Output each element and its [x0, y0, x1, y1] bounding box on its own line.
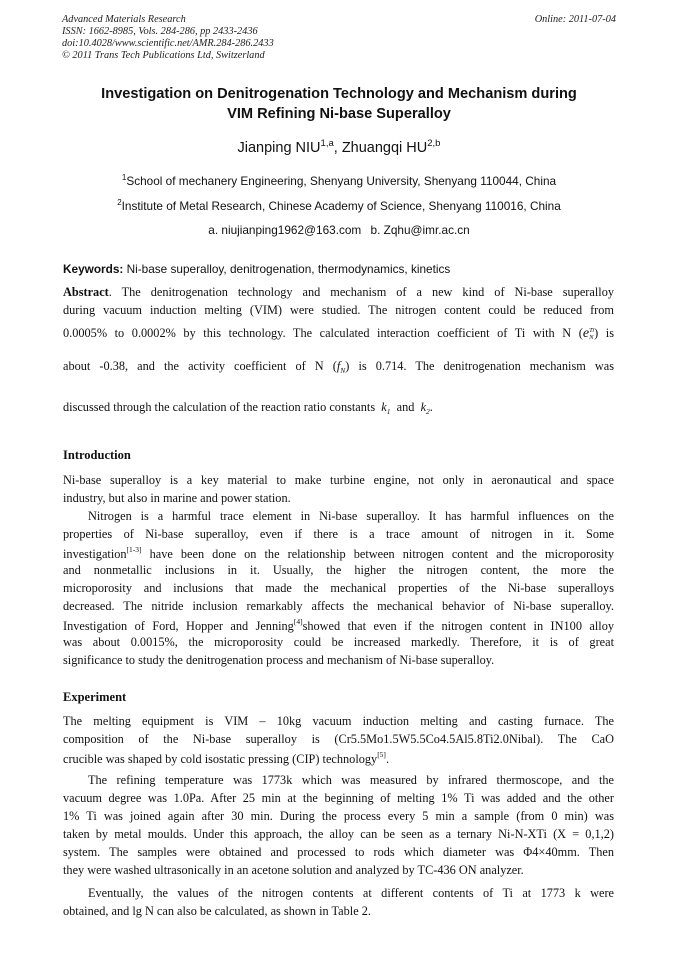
section-heading-experiment: Experiment	[63, 690, 127, 704]
text-line: vacuum degree was 1.0Pa. After 25 min at the beginning of melting 1% Ti was added and the other	[63, 791, 614, 805]
affiliation	[0, 198, 678, 213]
text-run: showed that even if the nitrogen content in IN100 alloy	[302, 619, 615, 633]
symbol-e-sup: Ti	[589, 327, 595, 334]
text-run: have been done on the relationship between nitrogen content and the microporosity	[141, 547, 614, 561]
title-line-2: VIM Refining Ni-base Superalloy	[227, 106, 451, 122]
abstract-text: about -0.38, and the activity coefficient of N (	[63, 359, 337, 373]
abstract-text: . The denitrogenation technology and mechanism of a new kind of Ni-base superalloy	[108, 285, 614, 299]
keywords-label: Keywords:	[63, 262, 124, 276]
abstract-line	[63, 359, 614, 375]
text-line: The refining temperature was 1773k which was measured by infrared thermoscope, and the	[88, 773, 614, 787]
keywords	[63, 262, 450, 276]
text-line: Ni-base superalloy is a key material to make turbine engine, not only in aeronautical and space	[63, 473, 614, 487]
author-superscript: 1,a	[320, 138, 334, 149]
email-b[interactable]: b. Zqhu@imr.ac.cn	[370, 223, 470, 237]
text-line: Eventually, the values of the nitrogen contents at different contents of Ti at 1773 k were	[88, 886, 614, 900]
email-line	[0, 223, 678, 237]
email-a[interactable]: a. niujianping1962@163.com	[208, 223, 362, 237]
abstract-text: ) is	[594, 326, 615, 340]
text-line: composition of the Ni-base superalloy is (Cr5.5Mo1.5W5.5Co4.5Al5.8Ti2.0Nibal). The CaO	[63, 732, 614, 746]
symbol-k: k	[420, 400, 427, 414]
symbol-e-base: e	[582, 326, 590, 341]
citation-ref: [4]	[293, 617, 303, 626]
text-line: microporosity and inclusions that made the mechanical properties of the Ni-base superalloys	[63, 581, 614, 595]
symbol-k2-sub: 2	[426, 407, 430, 416]
text-line: system. The samples were obtained and processed to rods which diameter was Φ4×40mm. Then	[63, 845, 614, 859]
abstract-line	[63, 326, 614, 342]
text-line: they were washed ultrasonically in an acetone solution and analyzed by TC-436 ON analyzer.	[63, 863, 524, 877]
issn-line: ISSN: 1662-8985, Vols. 284-286, pp 2433-2436	[62, 26, 258, 37]
citation-ref: [5]	[377, 750, 386, 759]
text-line	[63, 617, 614, 634]
online-date: Online: 2011-07-04	[534, 14, 616, 25]
text-line	[63, 545, 614, 562]
keywords-text: Ni-base superalloy, denitrogenation, thermodynamics, kinetics	[123, 262, 451, 276]
author-list	[0, 138, 678, 156]
text-run: investigation	[63, 547, 127, 561]
affiliation-mark: 1	[121, 173, 127, 182]
author-name: Zhuangqi HU	[341, 140, 428, 156]
title-line-1: Investigation on Denitrogenation Technology and Mechanism during	[101, 86, 577, 102]
text-line: obtained, and lg N can also be calculated, as shown in Table 2.	[63, 904, 371, 918]
text-line: significance to study the denitrogenation process and mechanism of Ni-base superalloy.	[63, 653, 495, 667]
abstract-text: discussed through the calculation of the reaction ratio constants	[63, 400, 376, 414]
copyright-line: © 2011 Trans Tech Publications Ltd, Switzerland	[62, 50, 265, 61]
text-run: .	[385, 752, 390, 766]
abstract-text: ) is 0.714. The denitrogenation mechanism was	[345, 359, 614, 373]
author-name: Jianping NIU	[237, 140, 321, 156]
affiliation-text: School of mechanery Engineering, Shenyang University, Shenyang 110044, China	[126, 174, 557, 188]
journal-name: Advanced Materials Research	[62, 14, 186, 25]
author-separator: ,	[333, 140, 342, 156]
symbol-f-sub: N	[340, 366, 346, 375]
text-line: industry, but also in marine and power station.	[63, 491, 291, 505]
affiliation-mark: 2	[117, 198, 122, 207]
abstract-text: and	[396, 400, 415, 414]
abstract-line: during vacuum induction melting (VIM) were studied. The nitrogen content could be reduced from	[63, 303, 614, 317]
abstract-line	[63, 400, 614, 416]
citation-ref: [1-3]	[126, 545, 142, 554]
text-line: properties of Ni-base superalloy, even if there is a trace amount of nitrogen in it. Some	[63, 527, 614, 541]
text-line: 1% Ti was joined again after 30 min. During the process every 5 min a sample (from 0 min) was	[63, 809, 614, 823]
affiliation-text: Institute of Metal Research, Chinese Academy of Science, Shenyang 110016, China	[121, 199, 561, 213]
paper-title	[70, 84, 608, 124]
author-superscript: 2,b	[427, 138, 441, 149]
abstract-text: 0.0005% to 0.0002% by this technology. The calculated interaction coefficient of Ti with N (	[63, 326, 583, 340]
text-line: was about 0.0015%, the microporosity could be increased markedly. Therefore, it is of great	[63, 635, 614, 649]
text-line: and nonmetallic inclusions in it. Usually, the higher the nitrogen content, the more the	[63, 563, 614, 577]
symbol-f-base: f	[336, 359, 341, 373]
symbol-k: k	[381, 400, 387, 414]
text-line: decreased. The nitride inclusion remarkably affects the mechanical behavior of Ni-base superalloy.	[63, 599, 614, 613]
text-line: taken by metal moulds. Under this approach, the alloy can be seen as a ternary Ni-N-XTi (X = 0,1,2)	[63, 827, 614, 841]
symbol-k1-sub: 1	[386, 407, 391, 416]
journal-meta	[62, 14, 274, 62]
text-run: crucible was shaped by cold isostatic pressing (CIP) technology	[63, 752, 378, 766]
affiliation	[0, 173, 678, 188]
doi-line: doi:10.4028/www.scientific.net/AMR.284-286.2433	[62, 38, 274, 49]
abstract-label: Abstract	[63, 285, 109, 299]
symbol-e	[583, 326, 594, 341]
text-run: Investigation of Ford, Hopper and Jenning	[63, 619, 294, 633]
text-line	[63, 750, 614, 767]
symbol-k2	[421, 400, 430, 414]
abstract-line	[63, 285, 614, 300]
symbol-k1	[381, 400, 390, 414]
symbol-e-sub: N	[589, 334, 594, 341]
text-line: The melting equipment is VIM – 10kg vacuum induction melting and casting furnace. The	[63, 714, 614, 728]
text-line: Nitrogen is a harmful trace element in Ni-base superalloy. It has harmful influences on the	[88, 509, 614, 523]
abstract-text: .	[429, 400, 433, 414]
section-heading-introduction: Introduction	[63, 448, 131, 462]
